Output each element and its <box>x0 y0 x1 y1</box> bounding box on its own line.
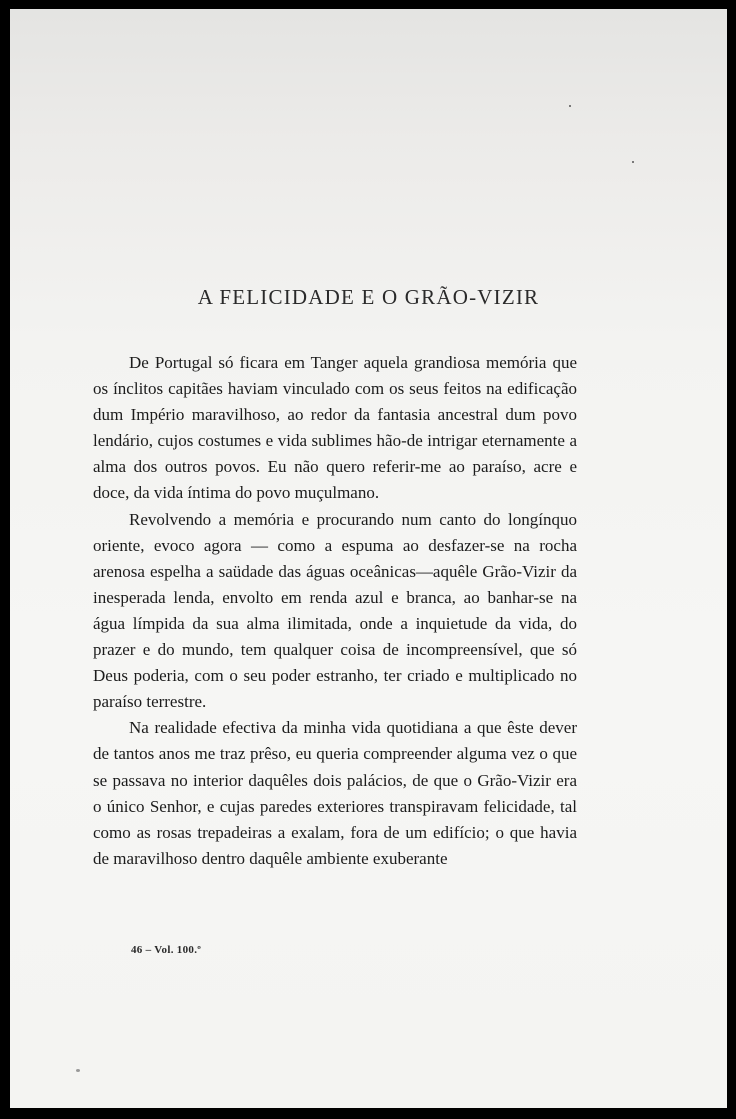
paper-speck <box>569 105 571 107</box>
paragraph-3: Na realidade efectiva da minha vida quotidiana a que êste dever de tantos anos me traz prêso, eu queria compreender alguma vez o que se passava no interior daquêles dois palácios, de que o Grão-Vizir era o único Senhor, e cujas paredes exteriores transpiravam felicidade, tal como as rosas trepadeiras a exalam, fora de um edifício; o que havia de maravilhoso dentro daquêle ambiente exuberante <box>93 718 577 868</box>
paper-speck <box>632 161 634 163</box>
chapter-title: A FELICIDADE E O GRÃO-VIZIR <box>197 285 540 309</box>
paragraph-1: De Portugal só ficara em Tanger aquela grandiosa memória que os ínclitos capitães haviam vinculado com os seus feitos na edificação dum Império maravilhoso, ao redor da fantasia ancestral dum povo lendário, cujos costumes e vida sublimes hão-de intrigar eternamente a alma dos outros povos. Eu não quero referir-me ao paraíso, acre e doce, da vida íntima do povo muçulmano. <box>93 353 577 503</box>
paper-speck <box>76 1069 80 1072</box>
paragraph-2: Revolvendo a memória e procurando num canto do longínquo oriente, evoco agora — como a espuma ao desfazer-se na rocha arenosa espelha a saüdade das águas oceânicas—aquêle Grão-Vizir da inesperada lenda, envolto em renda azul e branca, ao banhar-se na água límpida da sua alma ilimitada, onde a inquietude da vida, do prazer e do mundo, tem qualquer coisa de incompreensível, que só Deus poderia, com o seu poder estranho, ter criado e multiplicado no paraíso terrestre. <box>93 509 577 712</box>
scanned-page <box>10 9 727 1108</box>
body-text <box>93 350 577 872</box>
printer-signature: 46 – Vol. 100.º <box>131 944 202 956</box>
